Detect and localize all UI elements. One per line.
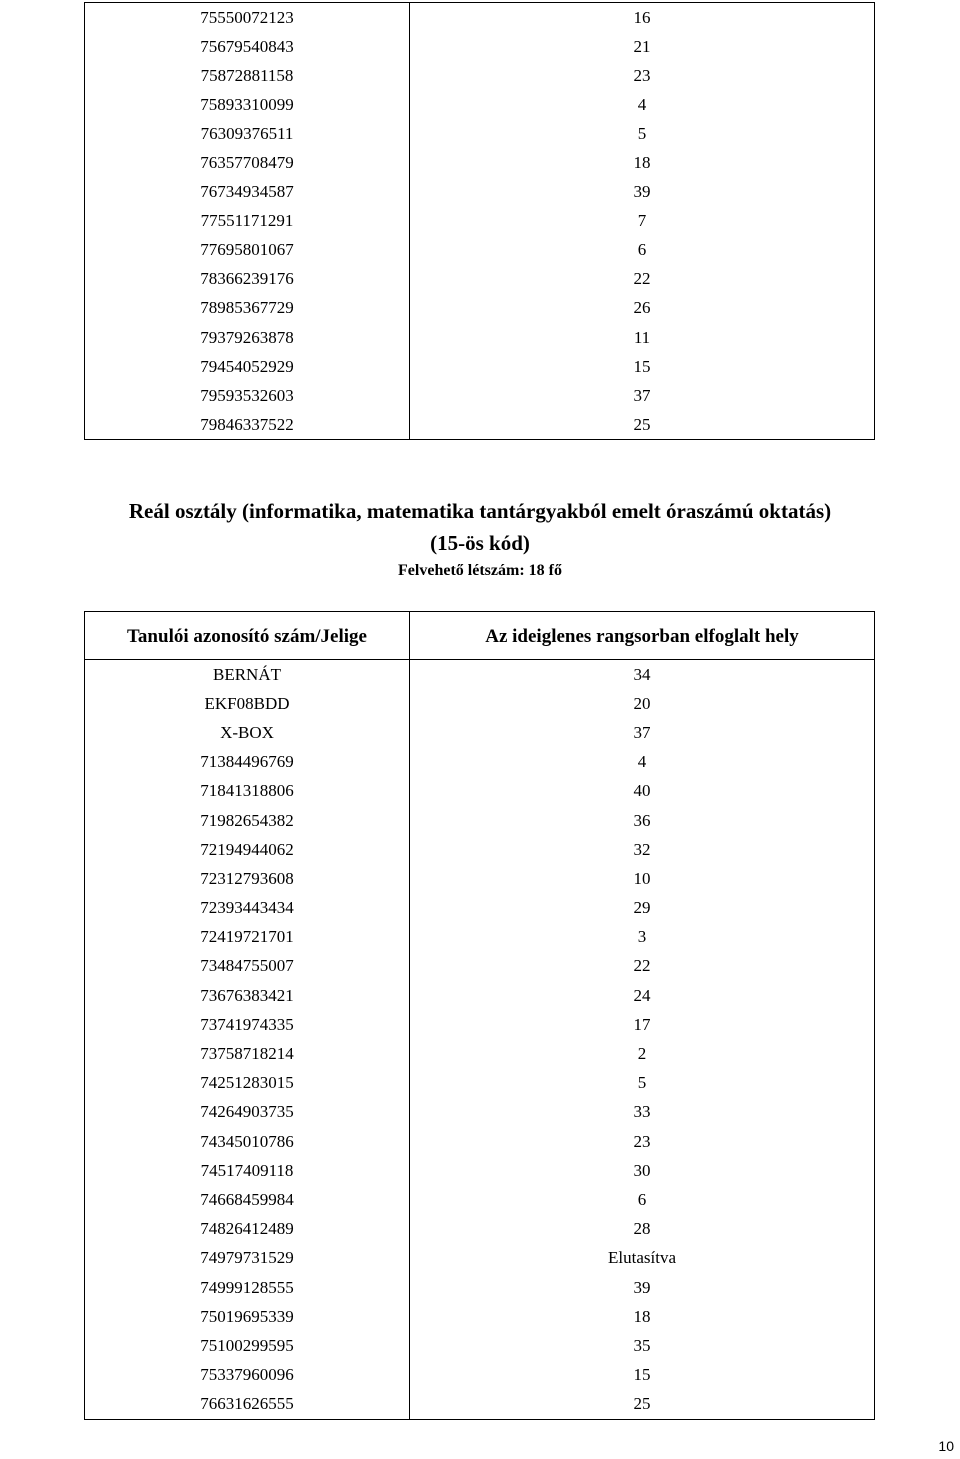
- table-row: [85, 1098, 875, 1127]
- student-id-cell: 75872881158: [85, 61, 410, 90]
- table-row: [85, 265, 875, 294]
- table-row: [85, 835, 875, 864]
- rank-cell: 25: [410, 410, 875, 440]
- student-id-cell: 76631626555: [85, 1390, 410, 1420]
- rank-cell: 2: [410, 1039, 875, 1068]
- table-row: [85, 236, 875, 265]
- section-code: (15-ös kód): [430, 531, 530, 555]
- student-id-cell: 74517409118: [85, 1156, 410, 1185]
- table-row: [85, 1361, 875, 1390]
- table-row: [85, 90, 875, 119]
- rank-cell: 30: [410, 1156, 875, 1185]
- rank-cell: 23: [410, 1127, 875, 1156]
- student-id-cell: 78366239176: [85, 265, 410, 294]
- rank-cell: 6: [410, 1185, 875, 1214]
- table-row: [85, 1244, 875, 1273]
- rank-cell: 37: [410, 718, 875, 747]
- rank-cell: 18: [410, 148, 875, 177]
- ranking-table-continued: [84, 2, 875, 440]
- table-row: [85, 1331, 875, 1360]
- rank-cell: 7: [410, 207, 875, 236]
- table-row: [85, 1273, 875, 1302]
- rank-cell: 39: [410, 1273, 875, 1302]
- table-row: [85, 381, 875, 410]
- rank-cell: 40: [410, 777, 875, 806]
- table-row: [85, 748, 875, 777]
- column-header-id: Tanulói azonosító szám/Jelige: [85, 612, 410, 660]
- student-id-cell: 75550072123: [85, 3, 410, 33]
- ranking-table-real-class: [84, 611, 875, 1420]
- section-capacity: Felvehető létszám: 18 fő: [398, 562, 562, 579]
- rank-cell: 18: [410, 1302, 875, 1331]
- student-id-cell: 79379263878: [85, 323, 410, 352]
- student-id-cell: 73741974335: [85, 1010, 410, 1039]
- table-row: [85, 323, 875, 352]
- rank-cell: 34: [410, 660, 875, 690]
- table-row: [85, 952, 875, 981]
- table-row: [85, 410, 875, 440]
- table-row: [85, 1302, 875, 1331]
- table-row: [85, 806, 875, 835]
- student-id-cell: 78985367729: [85, 294, 410, 323]
- rank-cell: 5: [410, 1069, 875, 1098]
- student-id-cell: 72312793608: [85, 864, 410, 893]
- student-id-cell: 75679540843: [85, 32, 410, 61]
- rank-cell: 29: [410, 894, 875, 923]
- table-row: [85, 294, 875, 323]
- student-id-cell: 73484755007: [85, 952, 410, 981]
- student-id-cell: 73758718214: [85, 1039, 410, 1068]
- rank-cell: 3: [410, 923, 875, 952]
- table-row: [85, 32, 875, 61]
- table-row: [85, 864, 875, 893]
- student-id-cell: 72194944062: [85, 835, 410, 864]
- rank-cell: 17: [410, 1010, 875, 1039]
- rank-cell: 23: [410, 61, 875, 90]
- student-id-cell: 75019695339: [85, 1302, 410, 1331]
- student-id-cell: 75100299595: [85, 1331, 410, 1360]
- table-row: [85, 148, 875, 177]
- table-row: [85, 1215, 875, 1244]
- rank-cell: 25: [410, 1390, 875, 1420]
- table-row: [85, 61, 875, 90]
- rank-cell: 32: [410, 835, 875, 864]
- student-id-cell: 79454052929: [85, 352, 410, 381]
- student-id-cell: 71841318806: [85, 777, 410, 806]
- student-id-cell: 74979731529: [85, 1244, 410, 1273]
- rank-cell: 33: [410, 1098, 875, 1127]
- table-row: [85, 718, 875, 747]
- rank-cell: 28: [410, 1215, 875, 1244]
- student-id-cell: 76309376511: [85, 119, 410, 148]
- page-number: 10: [938, 1438, 954, 1454]
- rank-cell: 16: [410, 3, 875, 33]
- rank-cell: 35: [410, 1331, 875, 1360]
- rank-cell: 4: [410, 90, 875, 119]
- student-id-cell: EKF08BDD: [85, 689, 410, 718]
- student-id-cell: 74251283015: [85, 1069, 410, 1098]
- student-id-cell: 76357708479: [85, 148, 410, 177]
- rank-cell: 15: [410, 352, 875, 381]
- rank-cell: 24: [410, 981, 875, 1010]
- column-header-rank: Az ideiglenes rangsorban elfoglalt hely: [410, 612, 875, 660]
- rank-cell: 39: [410, 178, 875, 207]
- student-id-cell: BERNÁT: [85, 660, 410, 690]
- student-id-cell: 74999128555: [85, 1273, 410, 1302]
- rank-cell: 6: [410, 236, 875, 265]
- student-id-cell: 74826412489: [85, 1215, 410, 1244]
- student-id-cell: 75337960096: [85, 1361, 410, 1390]
- table-row: [85, 981, 875, 1010]
- table-row: [85, 1010, 875, 1039]
- rank-cell: Elutasítva: [410, 1244, 875, 1273]
- table-row: [85, 352, 875, 381]
- table-row: [85, 660, 875, 690]
- rank-cell: 10: [410, 864, 875, 893]
- table-row: [85, 894, 875, 923]
- table-row: [85, 1156, 875, 1185]
- table-row: [85, 1185, 875, 1214]
- rank-cell: 15: [410, 1361, 875, 1390]
- rank-cell: 4: [410, 748, 875, 777]
- student-id-cell: 73676383421: [85, 981, 410, 1010]
- table-row: [85, 777, 875, 806]
- rank-cell: 21: [410, 32, 875, 61]
- rank-cell: 22: [410, 952, 875, 981]
- table-row: [85, 1069, 875, 1098]
- table-row: [85, 119, 875, 148]
- student-id-cell: 74264903735: [85, 1098, 410, 1127]
- section-title: Reál osztály (informatika, matematika tantárgyakból emelt óraszámú oktatás): [128, 499, 832, 523]
- table-row: [85, 207, 875, 236]
- student-id-cell: 79593532603: [85, 381, 410, 410]
- student-id-cell: 72419721701: [85, 923, 410, 952]
- rank-cell: 22: [410, 265, 875, 294]
- rank-cell: 20: [410, 689, 875, 718]
- rank-cell: 11: [410, 323, 875, 352]
- student-id-cell: 71384496769: [85, 748, 410, 777]
- rank-cell: 37: [410, 381, 875, 410]
- table-row: [85, 178, 875, 207]
- table-row: [85, 3, 875, 33]
- table-row: [85, 1039, 875, 1068]
- rank-cell: 36: [410, 806, 875, 835]
- student-id-cell: 72393443434: [85, 894, 410, 923]
- rank-cell: 5: [410, 119, 875, 148]
- student-id-cell: 76734934587: [85, 178, 410, 207]
- student-id-cell: 71982654382: [85, 806, 410, 835]
- table-row: [85, 689, 875, 718]
- student-id-cell: 74668459984: [85, 1185, 410, 1214]
- rank-cell: 26: [410, 294, 875, 323]
- student-id-cell: 79846337522: [85, 410, 410, 440]
- table-row: [85, 1390, 875, 1420]
- student-id-cell: 75893310099: [85, 90, 410, 119]
- table-row: [85, 923, 875, 952]
- student-id-cell: X-BOX: [85, 718, 410, 747]
- student-id-cell: 74345010786: [85, 1127, 410, 1156]
- table-row: [85, 1127, 875, 1156]
- student-id-cell: 77695801067: [85, 236, 410, 265]
- student-id-cell: 77551171291: [85, 207, 410, 236]
- table-header-row: [85, 612, 875, 660]
